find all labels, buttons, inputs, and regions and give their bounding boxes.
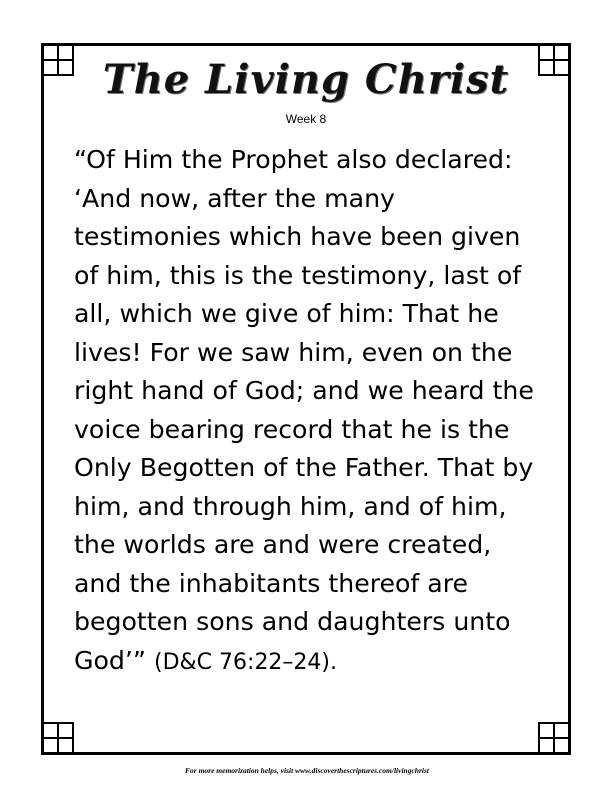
quote-line: voice bearing record that he is the [74,414,510,444]
quote-line: right hand of God; and we heard the [74,376,534,405]
page-title: The Living Christ [102,56,510,103]
quote-line: and the inhabitants thereof are [74,568,469,598]
scripture-quote [74,141,552,682]
quote-line: ‘And now, after the many [74,183,395,213]
footer-note: For more memorization helps, visit www.discoverthescriptures.com/livingchrist [185,766,429,775]
quote-last-line [74,642,552,683]
quote-line: lives! For we saw him, even on the [74,337,513,367]
quote-line: him, and through him, and of him, [74,491,507,521]
week-label: Week 8 [285,112,327,126]
quote-line: all, which we give of him: That he [74,299,499,328]
quote-line: Only Begotten of the Father. That by [74,453,534,482]
quote-line: of him, this is the testimony, last of [74,260,522,290]
corner-ornament-icon [538,722,570,754]
quote-line-end: God’” [74,645,146,675]
scripture-citation: (D&C 76:22–24). [154,649,338,675]
quote-line: the worlds are and were created, [74,530,492,559]
quote-line: begotten sons and daughters unto [74,607,511,636]
quote-line: “Of Him the Prophet also declared: [74,145,513,174]
card-frame [41,43,571,755]
quote-line: testimonies which have been given [74,222,521,251]
corner-ornament-icon [42,722,74,754]
